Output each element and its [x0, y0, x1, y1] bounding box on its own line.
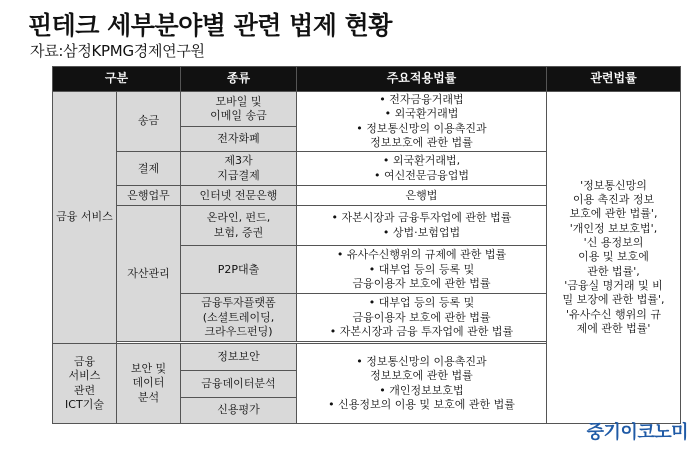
header-row: [53, 67, 681, 92]
header-related-law: 관련법률: [547, 67, 681, 92]
publisher-logo: 중기이코노미: [586, 422, 688, 443]
table-row: [53, 92, 681, 127]
subgroup-asset: 자산관리: [117, 206, 181, 342]
type-data-analysis: 금융데이터분석: [181, 371, 297, 398]
group-financial-service: 금융 서비스: [53, 92, 117, 344]
group-ict: 금융 서비스 관련 ICT기술: [53, 344, 117, 424]
source-note: 자료:삼정KPMG경제연구원: [30, 42, 205, 60]
law-security: • 정보통신망의 이용촉진과 정보보호에 관한 법률 • 개인정보보호법 • 신용정보의 이용 및 보호에 관한 법률: [297, 344, 547, 424]
related-laws: '정보통신망의 이용 촉진과 정보 보호에 관한 법률', '개인정 보보호법', '신 용정보의 이용 및 보호에 관한 법률', '금융실 명거래 및 비 밀 보장에 관한 법률', '유사수신 행위의 규 제에 관한 법률': [547, 92, 681, 424]
type-online-fund: 온라인, 펀드, 보험, 증권: [181, 206, 297, 246]
type-third-party: 제3자 지급결제: [181, 152, 297, 186]
law-payment: • 외국환거래법, • 여신전문금융업법: [297, 152, 547, 186]
type-p2p: P2P대출: [181, 246, 297, 294]
subgroup-payment: 결제: [117, 152, 181, 186]
type-mobile-email: 모바일 및 이메일 송금: [181, 92, 297, 127]
type-internet-bank: 인터넷 전문은행: [181, 186, 297, 206]
header-category: 구분: [53, 67, 181, 92]
law-p2p: • 유사수신행위의 규제에 관한 법률 • 대부업 등의 등록 및 금융이용자 보호에 관한 법률: [297, 246, 547, 294]
page-title: 핀테크 세부분야별 관련 법제 현황: [28, 11, 392, 40]
header-main-law: 주요적용법률: [297, 67, 547, 92]
subgroup-remit: 송금: [117, 92, 181, 152]
header-type: 종류: [181, 67, 297, 92]
type-e-money: 전자화폐: [181, 127, 297, 152]
subgroup-security: 보안 및 데이터 분석: [117, 344, 181, 424]
law-online-fund: • 자본시장과 금융투자업에 관한 법률 • 상법·보험업법: [297, 206, 547, 246]
law-table: [52, 66, 681, 424]
subgroup-bank: 은행업무: [117, 186, 181, 206]
law-bank: 은행법: [297, 186, 547, 206]
type-invest-platform: 금융투자플랫폼 (소셜트레이딩, 크라우드펀딩): [181, 294, 297, 342]
law-remit: • 전자금융거래법 • 외국환거래법 • 정보통신망의 이용촉진과 정보보호에 관한 법률: [297, 92, 547, 152]
law-invest-platform: • 대부업 등의 등록 및 금융이용자 보호에 관한 법률 • 자본시장과 금융 투자업에 관한 법률: [297, 294, 547, 342]
type-credit: 신용평가: [181, 398, 297, 424]
type-info-security: 정보보안: [181, 344, 297, 371]
